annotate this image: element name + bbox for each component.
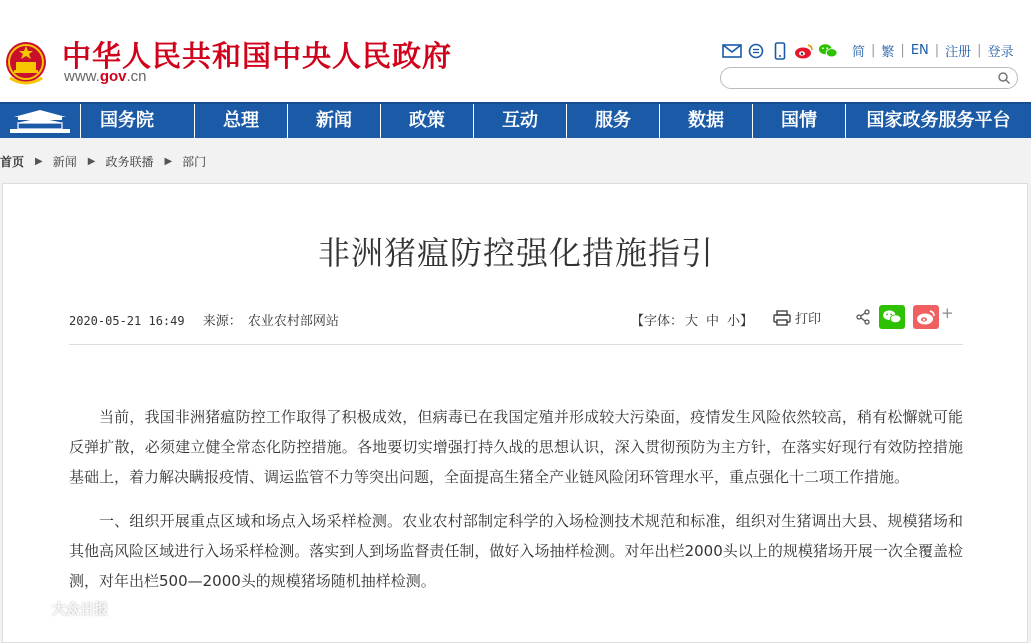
main-nav	[0, 102, 1031, 138]
chevron-right-icon: ▶	[87, 156, 96, 167]
search-input[interactable]	[731, 70, 991, 86]
watermark	[6, 598, 108, 620]
article-panel	[2, 183, 1028, 643]
nav-item-premier[interactable]: 总理	[194, 104, 287, 138]
source-name: 农业农村部网站	[247, 314, 339, 329]
separator: |	[900, 43, 905, 58]
wechat-share-button[interactable]	[879, 305, 905, 329]
search-icon[interactable]	[997, 71, 1011, 85]
simplified-chinese-link[interactable]: 简	[852, 45, 866, 60]
paragraph: 当前，我国非洲猪瘟防控工作取得了积极成效，但病毒已在我国定殖并形成较大污染面，疫情发生风险依然较高，稍有松懈就可能反弹扩散，必须建立健全常态化防控措施。各地要切实增强打持久战的思想认识，深入贯彻预防为主方针，在落实好现行有效防控措施基础上，着力解决瞒报疫情、调运监管不力等突出问题，全面提高生猪全产业链风险闭环管理水平，重点强化十二项工作措施。	[69, 408, 963, 486]
source-label: 来源：	[202, 314, 242, 329]
nav-item-policy[interactable]: 政策	[380, 104, 473, 138]
home-nav-item[interactable]	[0, 104, 80, 138]
more-share-icon[interactable]: +	[941, 304, 954, 322]
chevron-right-icon: ▶	[35, 156, 43, 167]
breadcrumb	[0, 153, 206, 170]
breadcrumb-gov-news[interactable]: 政务联播	[105, 155, 154, 169]
divider	[69, 344, 963, 345]
breadcrumb-news[interactable]: 新闻	[52, 155, 77, 169]
breadcrumb-departments[interactable]: 部门	[182, 155, 207, 169]
watermark-logo-icon	[6, 598, 46, 620]
nav-item-state-council[interactable]: 国务院	[80, 104, 173, 138]
paragraph: 一、组织开展重点区域和场点入场采样检测。农业农村部制定科学的入场检测技术规范和标准，组织对生猪调出大县、规模猪场和其他高风险区域进行入场采样检测。落实到人到场监督责任制，做好入场抽样检测。对年出栏2000头以上的规模猪场开展一次全覆盖检测，对年出栏500—2000头的规模猪场随机抽样检测。	[69, 512, 963, 590]
separator: |	[871, 43, 876, 58]
wechat-icon[interactable]	[818, 42, 838, 60]
print-label: 打印	[795, 312, 822, 327]
login-link[interactable]: 登录	[987, 45, 1014, 60]
share-bar	[855, 305, 954, 329]
breadcrumb-home[interactable]: 首页	[0, 155, 25, 169]
font-size-control	[631, 310, 753, 329]
nav-item-news[interactable]: 新闻	[287, 104, 380, 138]
font-large-option[interactable]: 大	[685, 314, 699, 329]
nav-item-services[interactable]: 服务	[566, 104, 659, 138]
site-url-prefix: www.	[64, 68, 100, 85]
weibo-icon	[916, 309, 936, 325]
nav-item-government-service-platform[interactable]: 国家政务服务平台	[845, 104, 1031, 138]
share-icon[interactable]	[855, 309, 871, 325]
weibo-icon[interactable]	[794, 42, 814, 60]
english-link[interactable]: EN	[910, 43, 929, 58]
print-button[interactable]	[773, 308, 821, 327]
font-small-option[interactable]: 小】	[727, 314, 754, 329]
mail-icon[interactable]	[722, 42, 742, 60]
chevron-right-icon: ▶	[164, 156, 173, 167]
article-meta	[69, 310, 339, 329]
site-url-suffix: .cn	[126, 68, 147, 85]
separator: |	[934, 43, 940, 58]
printer-icon	[773, 310, 791, 326]
register-link[interactable]: 注册	[945, 45, 972, 60]
article-body	[69, 402, 963, 610]
site-title[interactable]: 中华人民共和国中央人民政府	[62, 39, 453, 73]
message-icon[interactable]	[746, 42, 766, 60]
traditional-chinese-link[interactable]: 繁	[881, 45, 895, 60]
top-icon-bar	[722, 40, 838, 62]
font-size-label: 【字体：	[631, 314, 684, 329]
tiananmen-icon	[8, 107, 72, 135]
publish-date: 2020-05-21 16:49	[69, 314, 185, 328]
site-header	[0, 0, 1031, 102]
site-url-domain: gov	[99, 68, 127, 85]
separator: |	[977, 43, 982, 58]
weibo-share-button[interactable]	[913, 305, 939, 329]
nav-item-data[interactable]: 数据	[659, 104, 752, 138]
nav-item-interaction[interactable]: 互动	[473, 104, 566, 138]
site-url[interactable]	[64, 68, 147, 85]
watermark-text: 大众日报	[52, 602, 108, 618]
top-links	[852, 41, 1014, 60]
national-emblem-icon[interactable]	[4, 38, 48, 88]
mobile-icon[interactable]	[770, 42, 790, 60]
wechat-icon	[882, 309, 902, 325]
search-box	[720, 67, 1018, 89]
font-medium-option[interactable]: 中	[706, 314, 720, 329]
nav-item-national-conditions[interactable]: 国情	[752, 104, 845, 138]
article-title: 非洲猪瘟防控强化措施指引	[317, 234, 714, 272]
